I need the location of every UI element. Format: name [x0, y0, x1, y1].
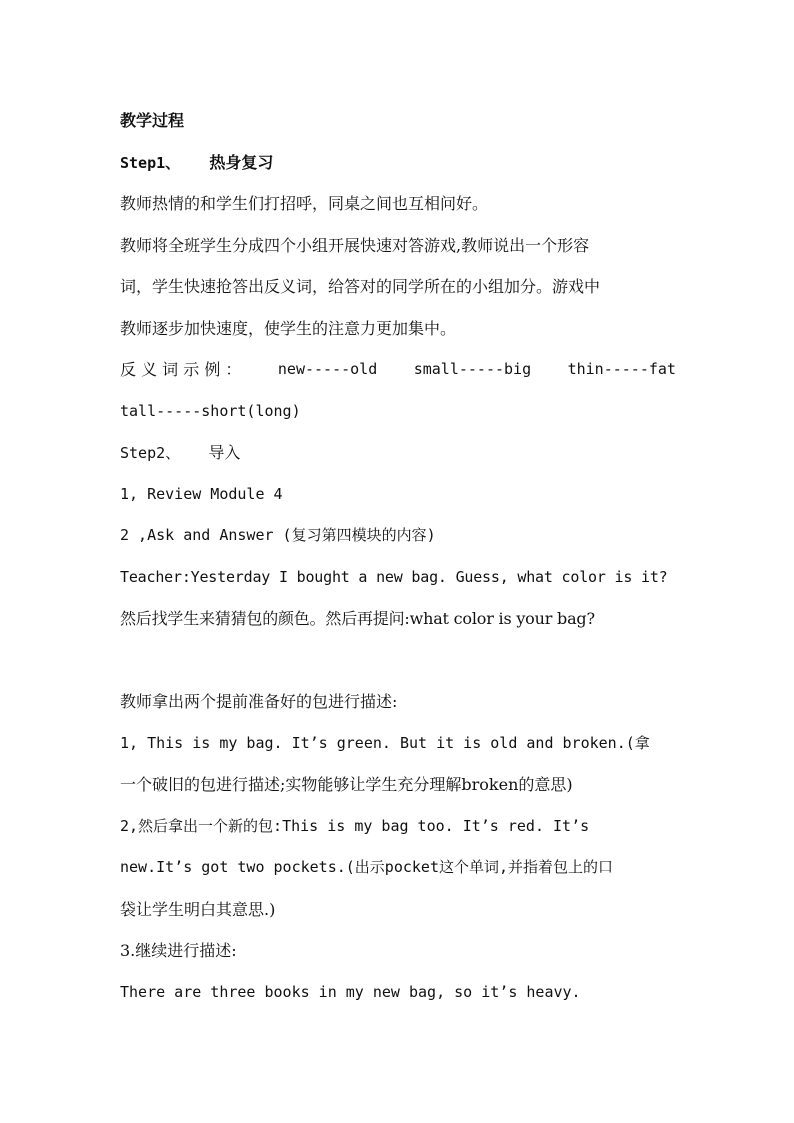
description-3-line: There are three books in my new bag, so it’s heavy.	[120, 982, 581, 1001]
step1-title: 热身复习	[209, 152, 274, 172]
step2-item-2: 2 ,Ask and Answer (复习第四模块的内容)	[120, 526, 436, 544]
antonym-example-label: 反 义 词 示 例 ：	[120, 360, 242, 379]
followup-question-line: 然后找学生来猜猜包的颜色。然后再提问:what color is your bag?	[120, 609, 595, 628]
description-2-line-2: new.It’s got two pockets.(出示pocket这个单词,并指着包上的口	[120, 858, 614, 876]
antonym-example-small-big: small-----big	[413, 360, 532, 378]
paragraph-gap	[120, 640, 676, 682]
document-content	[120, 100, 676, 1013]
step2-title: 导入	[208, 443, 241, 462]
step2-label: Step2、	[120, 444, 181, 462]
antonym-example-thin-fat: thin-----fat	[567, 360, 676, 378]
description-1-line-1: 1, This is my bag. It’s green. But it is old and broken.(拿	[120, 733, 650, 752]
description-1-line-2: 一个破旧的包进行描述;实物能够让学生充分理解broken的意思)	[120, 775, 573, 794]
step1-paragraph-2-line-2: 词，学生快速抢答出反义词，给答对的同学所在的小组加分。游戏中	[120, 277, 601, 296]
description-3-label: 3.继续进行描述:	[120, 941, 237, 960]
step1-paragraph-2-line-1: 教师将全班学生分成四个小组开展快速对答游戏,教师说出一个形容	[120, 235, 590, 255]
describe-intro-line: 教师拿出两个提前准备好的包进行描述:	[120, 692, 398, 711]
antonym-examples-line	[120, 349, 676, 391]
step1-label: Step1、	[120, 153, 181, 172]
antonym-example-new-old: new-----old	[277, 360, 378, 378]
step2-heading	[120, 432, 676, 474]
description-2-line-1: 2,然后拿出一个新的包:This is my bag too. It’s red. It’s	[120, 816, 590, 835]
antonym-example-tall-short: tall-----short(long)	[120, 401, 301, 420]
step1-paragraph-1: 教师热情的和学生们打招呼，同桌之间也互相问好。	[120, 194, 489, 213]
section-heading: 教学过程	[120, 111, 185, 130]
step1-paragraph-2-line-3: 教师逐步加快速度，使学生的注意力更加集中。	[120, 318, 457, 338]
teacher-question-line: Teacher:Yesterday I bought a new bag. Guess, what color is it?	[120, 567, 668, 586]
step1-heading	[120, 142, 676, 184]
step2-item-1: 1, Review Module 4	[120, 484, 283, 503]
description-2-line-3: 袋让学生明白其意思.)	[120, 899, 276, 919]
